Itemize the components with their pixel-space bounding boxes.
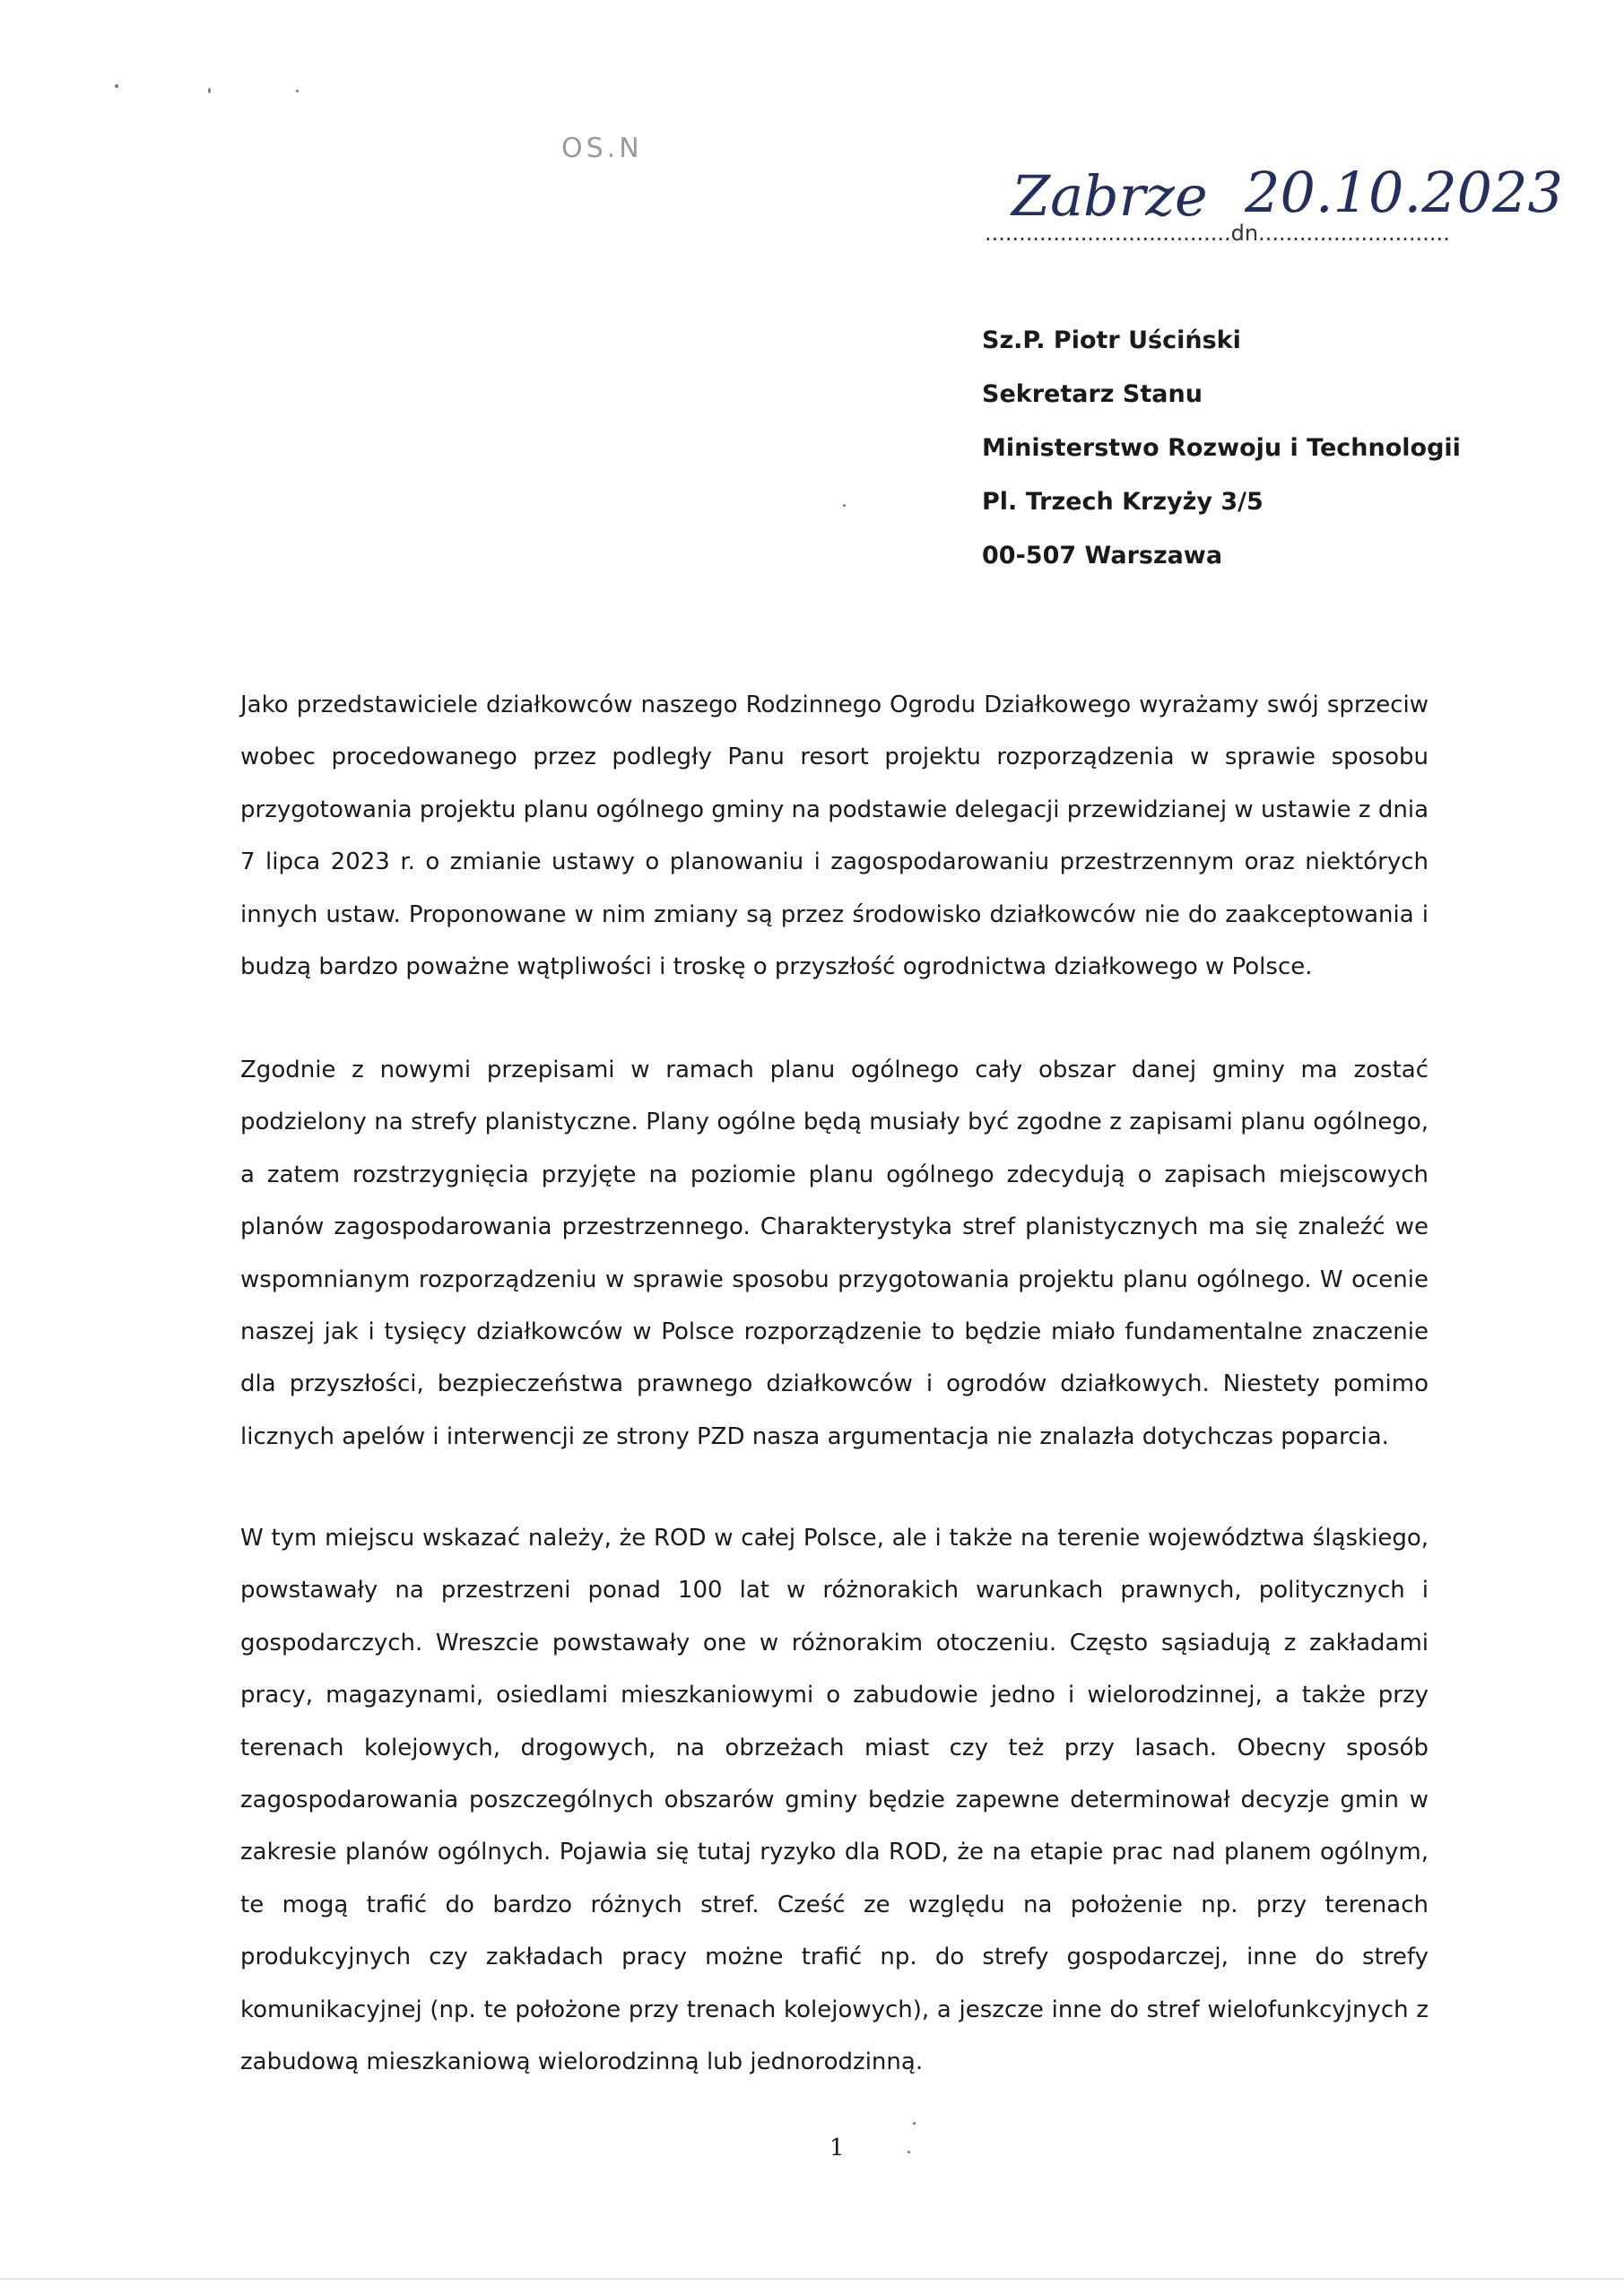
date-dotted-line — [985, 221, 1450, 246]
paragraph-3: W tym miejscu wskazać należy, że ROD w całej Polsce, ale i także na terenie województwa śląskiego, powstawały na przestrzeni ponad 100 lat w różnorakich warunkach prawnych, politycznych i gospodarczych. Wreszcie powstawały one w różnorakim otoczeniu. Często sąsiadują z zakładami pracy, magazynami, osiedlami mieszkaniowymi o zabudowie jedno i wielorodzinnej, a także przy terenach kolejowych, drogowych, na obrzeżach miast czy też przy lasach. Obecny sposób zagospodarowania poszczególnych obszarów gminy będzie zapewne determinował decyzje gmin w zakresie planów ogólnych. Pojawia się tutaj ryzyko dla ROD, że na etapie prac nad planem ogólnym, te mogą trafić do bardzo różnych stref. Cześć ze względu na położenie np. przy terenach produkcyjnych czy zakładach pracy możne trafić np. do strefy gospodarczej, inne do strefy komunikacyjnej (np. te położone przy trenach kolejowych), a jeszcze inne do stref wielofunkcyjnych z zabudową mieszkaniową wielorodzinną lub jednorodzinną. — [240, 1525, 1429, 2076]
dots-left: .................................... — [985, 221, 1231, 246]
scan-speck — [208, 88, 211, 93]
handwritten-date: 20.10.2023 — [1245, 160, 1563, 225]
scan-speck — [843, 504, 846, 507]
scan-speck — [296, 90, 299, 92]
handwritten-place: Zabrze — [1012, 163, 1208, 229]
recipient-city: 00-507 Warszawa — [982, 542, 1223, 570]
recipient-address — [982, 314, 1461, 583]
scan-speck — [908, 2151, 910, 2153]
paragraph-2: Zgodnie z nowymi przepisami w ramach planu ogólnego cały obszar danej gminy ma zostać podzielony na strefy planistyczne. Plany ogólne będą musiały być zgodne z zapisami planu ogólnego, a zatem rozstrzygnięcia przyjęte na poziomie planu ogólnego zdecydują o zapisach miejscowych planów zagospodarowania przestrzennego. Charakterystyka stref planistycznych ma się znaleźć we wspomnianym rozporządzeniu w sprawie sposobu przygotowania projektu planu ogólnego. W ocenie naszej jak i tysięcy działkowców w Polsce rozporządzenie to będzie miało fundamentalne znaczenie dla przyszłości, bezpieczeństwa prawnego działkowców i ogrodów działkowych. Niestety pomimo licznych apelów i interwencji ze strony PZD nasza argumentacja nie znalazła dotychczas poparcia. — [240, 1057, 1429, 1450]
scan-speck — [115, 84, 118, 88]
recipient-street: Pl. Trzech Krzyży 3/5 — [982, 488, 1264, 516]
recipient-institution: Ministerstwo Rozwoju i Technologii — [982, 434, 1461, 462]
date-line — [985, 160, 1563, 251]
recipient-title: Sekretarz Stanu — [982, 380, 1203, 408]
scan-bottom-edge — [0, 2278, 1624, 2280]
recipient-name: Sz.P. Piotr Uściński — [982, 326, 1241, 354]
dn-label: dn — [1230, 221, 1259, 246]
scan-speck — [913, 2122, 916, 2125]
page-number: 1 — [829, 2135, 845, 2161]
dots-right: ............................ — [1258, 221, 1450, 246]
paragraph-1: Jako przedstawiciele działkowców naszego Rodzinnego Ogrodu Działkowego wyrażamy swój sprzeciw wobec procedowanego przez podległy Panu resort projektu rozporządzenia w sprawie sposobu przygotowania projektu planu ogólnego gminy na podstawie delegacji przewidzianej w ustawie z dnia 7 lipca 2023 r. o zmianie ustawy o planowaniu i zagospodarowaniu przestrzennym oraz niektórych innych ustaw. Proponowane w nim zmiany są przez środowisko działkowców nie do zaakceptowania i budzą bardzo poważne wątpliwości i troskę o przyszłość ogrodnictwa działkowego w Polsce. — [240, 691, 1429, 981]
scan-stamp: OS.N — [561, 133, 643, 164]
